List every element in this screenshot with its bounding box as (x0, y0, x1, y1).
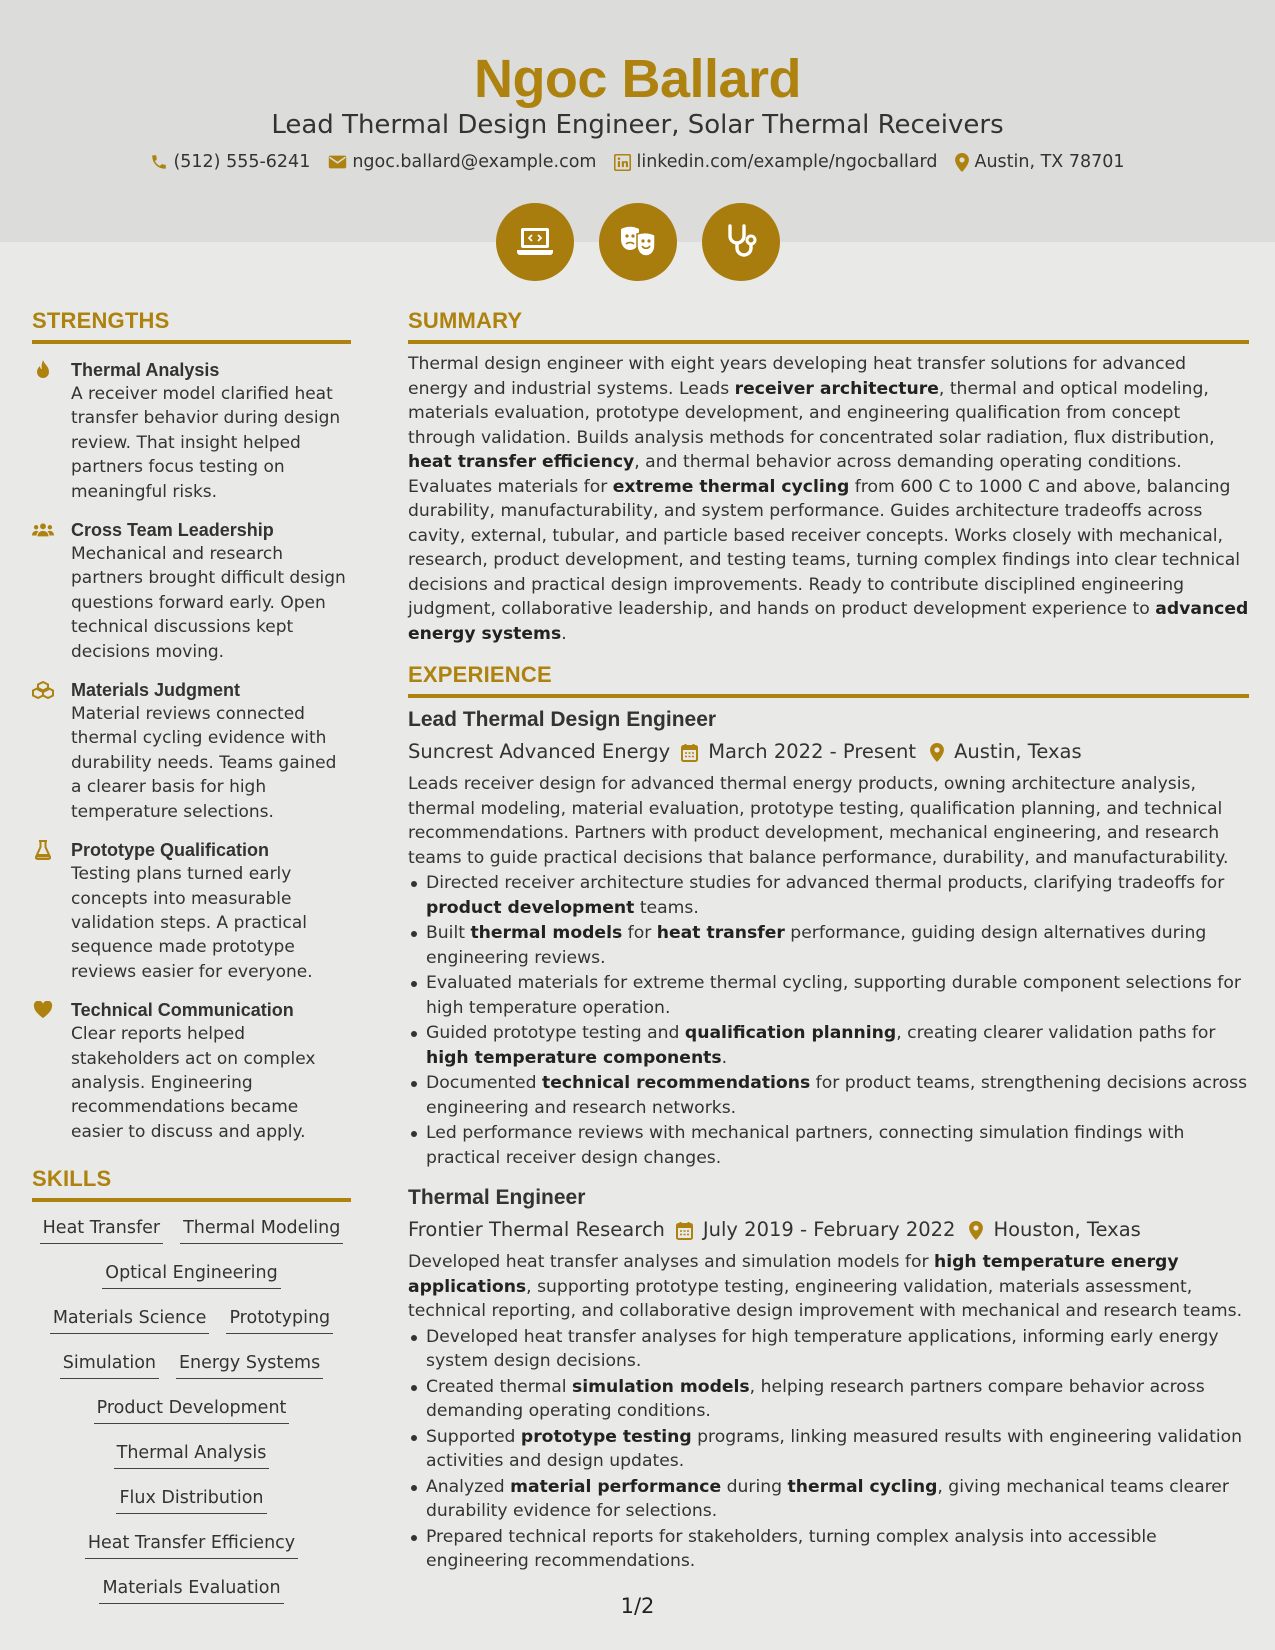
job-company: Frontier Thermal Research (408, 1218, 665, 1241)
contact-location (955, 152, 1124, 172)
bold-keyword: simulation models (571, 1376, 750, 1397)
skill-tag: Product Development (94, 1396, 290, 1424)
skill-tag: Flux Distribution (116, 1486, 266, 1514)
heart-icon (32, 999, 54, 1021)
job-bullets (408, 1325, 1249, 1574)
job-bullet: Created thermal simulation models, helping research partners compare behavior across demanding operating conditions. (408, 1375, 1249, 1424)
job-bullet: Led performance reviews with mechanical partners, connecting simulation findings with practical receiver design changes. (408, 1121, 1249, 1170)
bold-keyword: high temperature energy applications (408, 1252, 1179, 1297)
job-meta (408, 1216, 1249, 1244)
job-entry (408, 1184, 1249, 1574)
location-text: Austin, TX 78701 (974, 152, 1125, 172)
job-title: Lead Thermal Design Engineer (408, 708, 717, 731)
job-bullet: Supported prototype testing programs, linking measured results with engineering validation activities and design updates. (408, 1425, 1249, 1474)
summary-heading: SUMMARY (408, 308, 1249, 344)
linkedin-icon (614, 154, 631, 171)
skill-tag: Heat Transfer (40, 1216, 163, 1244)
skill-tag: Heat Transfer Efficiency (85, 1531, 298, 1559)
bold-keyword: heat transfer (656, 923, 785, 943)
stethoscope-icon (702, 203, 780, 281)
experience-heading: EXPERIENCE (408, 662, 1249, 698)
bold-keyword: thermal models (470, 923, 623, 943)
map-pin-icon (969, 1221, 983, 1240)
strength-title: Technical Communication (71, 1000, 294, 1021)
job-bullet: Built thermal models for heat transfer performance, guiding design alternatives during engineering reviews. (408, 921, 1249, 970)
job-location: Austin, Texas (954, 740, 1082, 763)
calendar-icon (676, 1221, 693, 1240)
skill-tag: Materials Evaluation (99, 1576, 283, 1604)
bold-keyword: qualification planning (684, 1023, 897, 1043)
job-entry (408, 706, 1249, 1170)
interest-badges (0, 203, 1275, 281)
cubes-icon (32, 679, 54, 701)
skill-tag: Simulation (60, 1351, 159, 1379)
strengths-heading: STRENGTHS (32, 308, 351, 344)
bold-keyword: advanced energy systems (408, 599, 1249, 644)
envelope-icon (328, 154, 347, 170)
linkedin-text: linkedin.com/example/ngocballard (636, 152, 938, 172)
map-pin-icon (955, 153, 969, 172)
contact-bar (0, 152, 1275, 172)
page-number: 1/2 (620, 1594, 655, 1618)
job-title: Thermal Engineer (408, 1186, 586, 1209)
job-bullet: Developed heat transfer analyses for high temperature applications, informing early energy system design decisions. (408, 1325, 1249, 1374)
skill-tag: Optical Engineering (102, 1261, 280, 1289)
bold-keyword: prototype testing (520, 1426, 692, 1447)
contact-linkedin[interactable] (614, 152, 937, 172)
bold-keyword: technical recommendations (542, 1073, 811, 1093)
strength-item (32, 358, 351, 504)
strength-title: Cross Team Leadership (71, 520, 274, 541)
strength-desc: Testing plans turned early concepts into measurable validation steps. A practical sequence made prototype reviews easier for everyone. (71, 864, 313, 982)
strength-desc: A receiver model clarified heat transfer behavior during design review. That insight helped partners focus testing on meaningful risks. (71, 384, 341, 502)
bold-keyword: receiver architecture (734, 378, 939, 399)
skills-list (32, 1216, 351, 1604)
header-band (0, 0, 1275, 242)
contact-phone[interactable] (150, 152, 310, 172)
strength-item (32, 998, 351, 1144)
right-column (408, 308, 1249, 1574)
laptop-code-icon (496, 203, 574, 281)
job-company: Suncrest Advanced Energy (408, 740, 671, 763)
job-meta (408, 738, 1249, 766)
bold-keyword: heat transfer efficiency (408, 452, 635, 472)
job-dates: July 2019 - February 2022 (702, 1218, 956, 1241)
bold-keyword: thermal cycling (787, 1476, 938, 1497)
strength-desc: Material reviews connected thermal cycling evidence with durability needs. Teams gained a clearer basis for high temperature selections. (71, 704, 337, 822)
skill-tag: Materials Science (50, 1306, 210, 1334)
strength-item (32, 518, 351, 664)
left-column (32, 308, 351, 1604)
strength-item (32, 838, 351, 984)
bold-keyword: high temperature components (426, 1047, 722, 1068)
email-text: ngoc.ballard@example.com (352, 152, 597, 172)
map-pin-icon (930, 743, 944, 762)
job-bullet: Evaluated materials for extreme thermal cycling, supporting durable component selections for high temperature operation. (408, 971, 1249, 1020)
job-location: Houston, Texas (993, 1218, 1141, 1241)
fire-icon (32, 359, 54, 381)
job-dates: March 2022 - Present (708, 740, 917, 763)
contact-email[interactable] (328, 152, 596, 172)
strength-title: Prototype Qualification (71, 840, 270, 861)
bold-keyword: material performance (510, 1476, 722, 1497)
strength-title: Materials Judgment (71, 680, 241, 701)
users-icon (32, 519, 54, 541)
strength-desc: Mechanical and research partners brought difficult design questions forward early. Open technical discussions kept decisions moving. (71, 544, 346, 662)
phone-text: (512) 555-6241 (173, 152, 311, 172)
skill-tag: Energy Systems (176, 1351, 323, 1379)
job-bullet: Documented technical recommendations for product teams, strengthening decisions across engineering and research networks. (408, 1071, 1249, 1120)
skills-heading: SKILLS (32, 1166, 351, 1202)
candidate-title: Lead Thermal Design Engineer, Solar Thermal Receivers (271, 110, 1004, 140)
job-bullets (408, 871, 1249, 1170)
phone-icon (150, 153, 168, 171)
job-description: Developed heat transfer analyses and simulation models for high temperature energy applications, supporting prototype testing, engineering validation, materials assessment, technical reporting, and collaborative design improvement with mechanical and research teams. (408, 1252, 1243, 1321)
strength-item (32, 678, 351, 824)
strength-desc: Clear reports helped stakeholders act on complex analysis. Engineering recommendations became easier to discuss and apply. (71, 1024, 316, 1142)
job-bullet: Guided prototype testing and qualification planning, creating clearer validation paths for high temperature components. (408, 1021, 1249, 1070)
job-bullet: Analyzed material performance during thermal cycling, giving mechanical teams clearer durability evidence for selections. (408, 1475, 1249, 1524)
theater-masks-icon (599, 203, 677, 281)
summary-text: Thermal design engineer with eight years developing heat transfer solutions for advanced energy and industrial systems. Leads receiver architecture, thermal and optical modeling, materials evaluation, prototype development, and engineering qualification from concept through validation. Builds analysis methods for concentrated solar radiation, flux distribution, heat transfer efficiency, and thermal behavior across demanding operating conditions. Evaluates materials for extreme thermal cycling from 600 C to 1000 C and above, balancing durability, manufacturability, and system performance. Guides architecture tradeoffs across cavity, external, tubular, and particle based receiver concepts. Works closely with mechanical, research, product development, and testing teams, turning complex findings into clear technical decisions and practical design improvements. Ready to contribute disciplined engineering judgment, collaborative leadership, and hands on product development experience to advanced energy systems. (408, 354, 1249, 644)
strength-title: Thermal Analysis (71, 360, 220, 380)
job-bullet: Directed receiver architecture studies for advanced thermal products, clarifying tradeoffs for product development teams. (408, 871, 1249, 920)
skill-tag: Thermal Modeling (180, 1216, 343, 1244)
skill-tag: Thermal Analysis (114, 1441, 270, 1469)
job-description: Leads receiver design for advanced thermal energy products, owning architecture analysis, thermal modeling, material evaluation, prototype testing, qualification planning, and technical recommendations. Partners with product development, mechanical engineering, and research teams to guide practical decisions that balance performance, durability, and manufacturability. (408, 774, 1229, 868)
skill-tag: Prototyping (226, 1306, 333, 1334)
flask-icon (32, 839, 54, 861)
calendar-icon (681, 743, 698, 762)
candidate-name: Ngoc Ballard (473, 49, 802, 109)
job-bullet: Prepared technical reports for stakeholders, turning complex analysis into accessible engineering recommendations. (408, 1525, 1249, 1574)
bold-keyword: extreme thermal cycling (612, 476, 850, 497)
bold-keyword: product development (426, 897, 635, 918)
